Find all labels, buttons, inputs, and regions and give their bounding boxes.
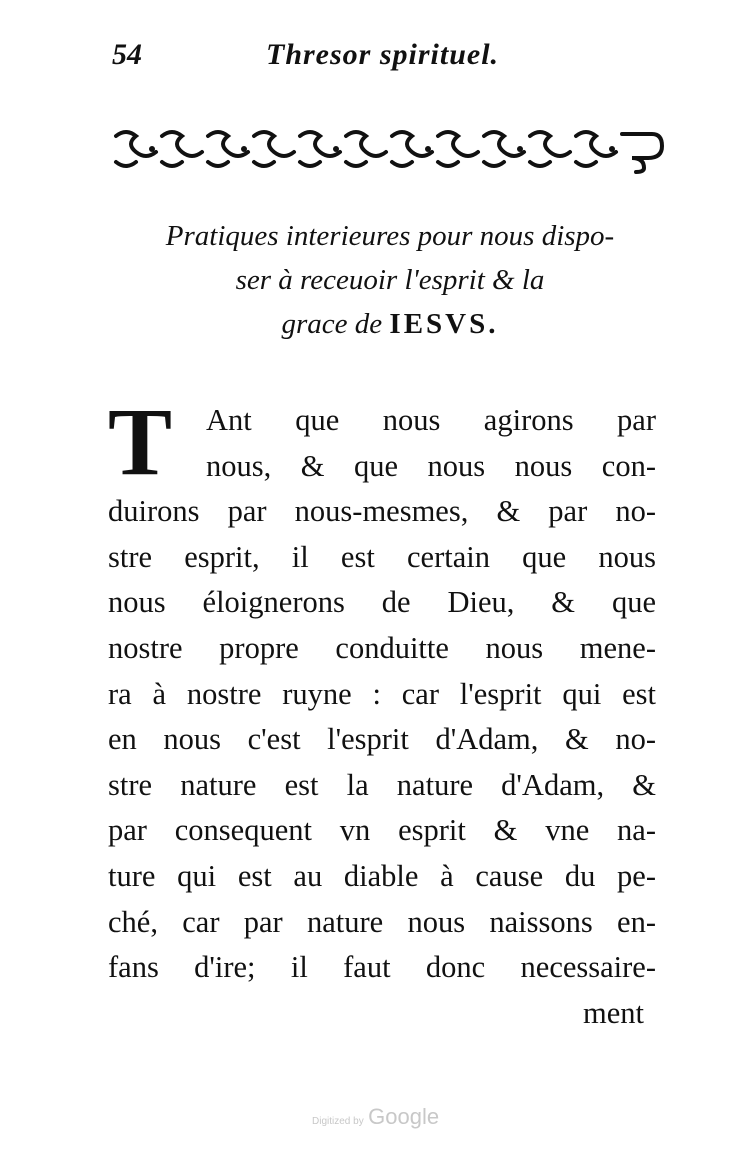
text-line: nostre propre conduitte nous mene- <box>108 630 656 665</box>
text-line: duirons par nous-mesmes, & par no- <box>108 494 656 529</box>
page-header <box>112 38 532 88</box>
text-line: Ant que nous agirons par <box>206 403 656 437</box>
running-title: Thresor spirituel. <box>266 38 500 71</box>
text-line: stre esprit, il est certain que nous <box>108 539 656 574</box>
text-line: par consequent vn esprit & vne na- <box>108 813 656 848</box>
digitized-watermark <box>312 1104 439 1130</box>
google-logo: Google <box>368 1104 440 1129</box>
text-line: stre nature est la nature d'Adam, & <box>108 767 656 802</box>
heading-line: ser à receuoir l'esprit & la <box>235 264 545 296</box>
text-line: nous éloignerons de Dieu, & que <box>108 585 656 620</box>
body-paragraph <box>108 388 656 991</box>
chapter-heading <box>110 214 670 346</box>
heading-name: IESVS. <box>389 308 499 340</box>
text-line: ché, car par nature nous naissons en- <box>108 904 656 939</box>
ornament-band <box>112 124 672 174</box>
text-line: ture qui est au diable à cause du pe- <box>108 858 656 893</box>
heading-line <box>110 302 670 346</box>
text-line: fans d'ire; il faut donc necessaire- <box>108 950 656 985</box>
heading-line-prefix: grace de <box>281 308 390 340</box>
text-line: ra à nostre ruyne : car l'esprit qui est <box>108 676 656 711</box>
heading-line: Pratiques interieures pour nous dispo- <box>165 220 615 252</box>
text-line: en nous c'est l'esprit d'Adam, & no- <box>108 722 656 757</box>
catchword: ment <box>583 996 644 1030</box>
page-number: 54 <box>112 38 142 71</box>
watermark-prefix: Digitized by <box>312 1116 364 1127</box>
text-line: nous, & que nous nous con- <box>206 448 656 483</box>
drop-cap: T <box>108 388 173 495</box>
